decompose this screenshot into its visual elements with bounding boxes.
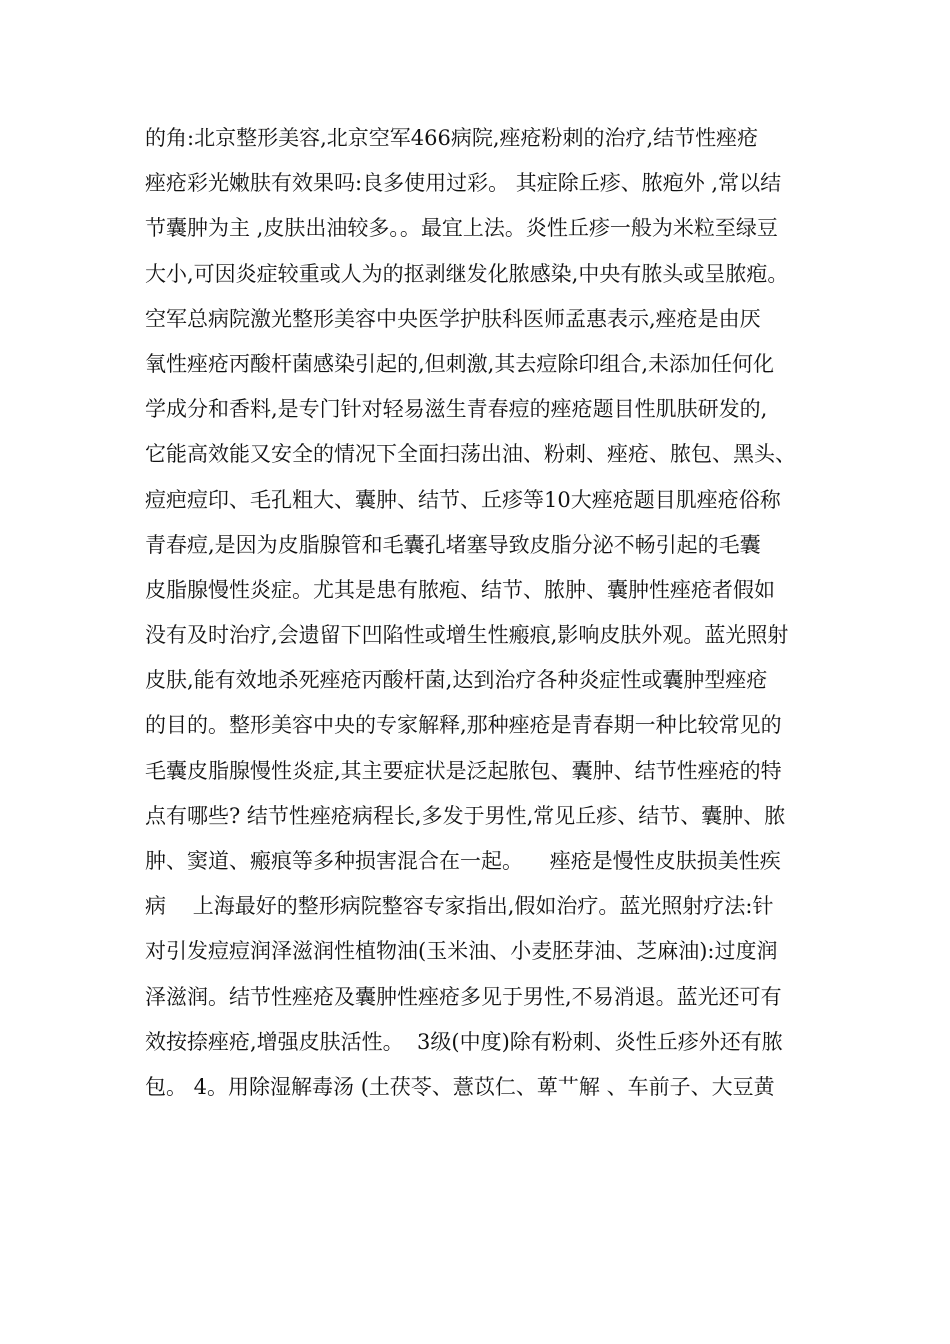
text-line: 痘疤痘印、毛孔粗大、囊肿、结节、丘疹等10大痤疮题目肌痤疮俗称 xyxy=(145,487,781,512)
text-line: 的角:北京整形美容,北京空军466病院,痤疮粉刺的治疗,结节性痤疮 xyxy=(145,126,759,150)
text-line: 学成分和香料,是专门针对轻易滋生青春痘的痤疮题目性肌肤研发的, xyxy=(145,397,768,422)
text-line: 皮肤,能有效地杀死痤疮丙酸杆菌,达到治疗各种炎症性或囊肿型痤疮 xyxy=(145,668,768,693)
text-line: 效按捺痤疮,增强皮肤活性。 3级(中度)除有粉刺、炎性丘疹外还有脓 xyxy=(145,1029,783,1054)
text-line: 毛囊皮脂腺慢性炎症,其主要症状是泛起脓包、囊肿、结节性痤疮的特 xyxy=(145,758,782,783)
text-line: 肿、窦道、瘢痕等多种损害混合在一起。 痤疮是慢性皮肤损美性疾 xyxy=(145,849,781,873)
text-line: 它能高效能又安全的情况下全面扫荡出油、粉刺、痤疮、脓包、黑头、 xyxy=(145,442,796,467)
text-line: 氧性痤疮丙酸杆菌感染引起的,但刺激,其去痘除印组合,未添加任何化 xyxy=(145,351,775,376)
text-line: 没有及时治疗,会遗留下凹陷性或增生性瘢痕,影响皮肤外观。蓝光照射 xyxy=(145,623,789,648)
text-line: 包。 4。用除湿解毒汤 (土茯苓、薏苡仁、萆艹解 、车前子、大豆黄 xyxy=(145,1074,775,1099)
text-line: 点有哪些? 结节性痤疮病程长,多发于男性,常见丘疹、结节、囊肿、脓 xyxy=(145,803,786,828)
text-line: 对引发痘痘润泽滋润性植物油(玉米油、小麦胚芽油、芝麻油):过度润 xyxy=(145,939,778,964)
text-line: 皮脂腺慢性炎症。尤其是患有脓疱、结节、脓肿、囊肿性痤疮者假如 xyxy=(145,577,775,602)
text-line: 青春痘,是因为皮脂腺管和毛囊孔堵塞导致皮脂分泌不畅引起的毛囊 xyxy=(145,532,761,557)
text-line: 病 上海最好的整形病院整容专家指出,假如治疗。蓝光照射疗法:针 xyxy=(145,894,774,919)
text-line: 的目的。整形美容中央的专家解释,那种痤疮是青春期一种比较常见的 xyxy=(145,713,782,738)
body-text xyxy=(145,116,825,1110)
text-line: 泽滋润。结节性痤疮及囊肿性痤疮多见于男性,不易消退。蓝光还可有 xyxy=(145,984,782,1009)
text-line: 痤疮彩光嫩肤有效果吗:良多使用过彩。 其症除丘疹、脓疱外 ,常以结 xyxy=(145,171,782,196)
text-line: 空军总病院激光整形美容中央医学护肤科医师孟惠表示,痤疮是由厌 xyxy=(145,306,761,331)
text-line: 节囊肿为主 ,皮肤出油较多。。最宜上法。炎性丘疹一般为米粒至绿豆 xyxy=(145,216,778,241)
text-line: 大小,可因炎症较重或人为的抠剥继发化脓感染,中央有脓头或呈脓疱。 xyxy=(145,261,789,286)
